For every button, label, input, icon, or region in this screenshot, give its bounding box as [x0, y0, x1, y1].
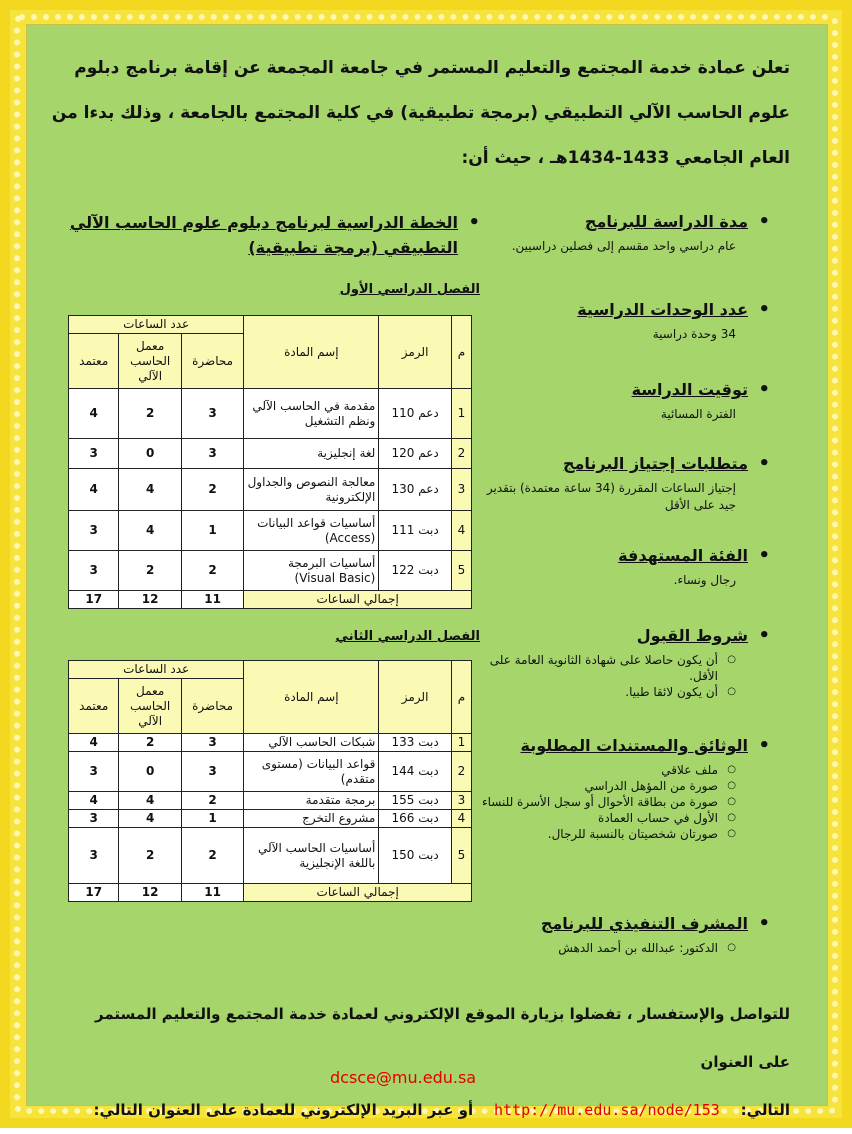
cell-lab: 2	[119, 551, 181, 591]
list-item: ○ ملف علاقي	[480, 762, 770, 778]
col-num: م	[451, 316, 471, 389]
cell-lecture: 2	[181, 828, 243, 884]
cell-lab: 4	[119, 469, 181, 511]
table-row	[69, 439, 472, 469]
cell-credit: 3	[69, 439, 119, 469]
total-label: إجمالي الساعات	[244, 591, 472, 609]
table-row	[69, 511, 472, 551]
table-row	[69, 828, 472, 884]
cell-num: 1	[451, 389, 471, 439]
cell-credit: 4	[69, 734, 119, 752]
col-name: إسم المادة	[244, 316, 379, 389]
cell-num: 4	[451, 511, 471, 551]
cell-lecture: 1	[181, 511, 243, 551]
email-link[interactable]: dcsce@mu.edu.sa	[330, 1068, 477, 1087]
contact-footer	[60, 990, 790, 1134]
footer-line1: للتواصل والإستفسار ، تفضلوا بزيارة الموقع الإلكتروني لعمادة خدمة المجتمع والتعليم المستمر على العنوان	[94, 1005, 790, 1071]
semester1-table	[68, 315, 472, 609]
total-label: إجمالي الساعات	[244, 884, 472, 902]
col-hours: عدد الساعات	[69, 661, 244, 679]
cell-num: 3	[451, 469, 471, 511]
cell-lecture: 3	[181, 734, 243, 752]
cell-lecture: 2	[181, 792, 243, 810]
list-item: ○ الدكتور: عبدالله بن أحمد الدهش	[480, 940, 770, 956]
target-title: • الفئة المستهدفة	[480, 544, 770, 568]
cell-name: مقدمة في الحاسب الآلي ونظم التشغيل	[244, 389, 379, 439]
col-credit: معتمد	[69, 334, 119, 389]
footer-line2	[60, 1086, 790, 1134]
units-text: 34 وحدة دراسية	[652, 327, 736, 341]
duration-title: • مدة الدراسة للبرنامج	[480, 210, 770, 234]
cell-lab: 0	[119, 439, 181, 469]
semester2-table	[68, 660, 472, 902]
semester1-title: الفصل الدراسي الأول	[339, 282, 480, 297]
total-credit: 17	[69, 591, 119, 609]
cell-lab: 4	[119, 511, 181, 551]
col-num: م	[451, 661, 471, 734]
table-row	[69, 752, 472, 792]
col-credit: معتمد	[69, 679, 119, 734]
units-title: • عدد الوحدات الدراسية	[480, 298, 770, 322]
total-credit: 17	[69, 884, 119, 902]
cell-credit: 3	[69, 752, 119, 792]
cell-lecture: 3	[181, 752, 243, 792]
duration-text: عام دراسي واحد مقسم إلى فصلين دراسيين.	[511, 239, 736, 253]
requirements-text: إجتياز الساعات المقررة (34 ساعة معتمدة) بتقدير جيد على الأقل	[486, 481, 736, 512]
cell-credit: 3	[69, 810, 119, 828]
cell-credit: 3	[69, 551, 119, 591]
cell-code: دبت 150	[379, 828, 452, 884]
cell-name: أساسيات البرمجة (Visual Basic)	[244, 551, 379, 591]
table-row	[69, 469, 472, 511]
cell-code: دبت 144	[379, 752, 452, 792]
program-details	[480, 210, 770, 956]
cell-credit: 4	[69, 469, 119, 511]
cell-num: 4	[451, 810, 471, 828]
cell-lab: 4	[119, 810, 181, 828]
cell-lecture: 3	[181, 439, 243, 469]
documents-title: • الوثائق والمستندات المطلوبة	[480, 734, 770, 758]
total-lecture: 11	[181, 884, 243, 902]
col-hours: عدد الساعات	[69, 316, 244, 334]
cell-lab: 0	[119, 752, 181, 792]
timing-text: الفترة المسائية	[660, 407, 736, 421]
duration-section	[480, 210, 770, 298]
cell-credit: 4	[69, 792, 119, 810]
website-link[interactable]: http://mu.edu.sa/node/153	[493, 1101, 720, 1119]
supervisor-list	[480, 940, 770, 956]
table-row	[69, 551, 472, 591]
table-row	[69, 389, 472, 439]
cell-code: دعم 130	[379, 469, 452, 511]
timing-title: • توقيت الدراسة	[480, 378, 770, 402]
timing-section	[480, 378, 770, 452]
list-item: ○ الأول في حساب العمادة	[480, 810, 770, 826]
admission-list	[480, 652, 770, 700]
admission-section	[480, 624, 770, 734]
cell-name: شبكات الحاسب الآلي	[244, 734, 379, 752]
requirements-title: • متطلبات إجتياز البرنامج	[480, 452, 770, 476]
col-lab: معمل الحاسب الآلي	[119, 334, 181, 389]
cell-lecture: 1	[181, 810, 243, 828]
cell-name: أساسيات الحاسب الآلي باللغة الإنجليزية	[244, 828, 379, 884]
cell-num: 5	[451, 551, 471, 591]
cell-num: 2	[451, 439, 471, 469]
cell-credit: 3	[69, 511, 119, 551]
cell-lab: 4	[119, 792, 181, 810]
cell-name: مشروع التخرج	[244, 810, 379, 828]
table-total-row	[69, 884, 472, 902]
cell-num: 2	[451, 752, 471, 792]
col-name: إسم المادة	[244, 661, 379, 734]
announcement-intro: تعلن عمادة خدمة المجتمع والتعليم المستمر في جامعة المجمعة عن إقامة برنامج دبلوم علوم الحاسب الآلي التطبيقي (برمجة تطبيقية) في كلية المجتمع بالجامعة ، وذلك بدءا من العام الجامعي 1433-1434هـ ، حيث أن:	[51, 58, 790, 168]
documents-list	[480, 762, 770, 842]
table-row	[69, 734, 472, 752]
cell-num: 3	[451, 792, 471, 810]
supervisor-title: • المشرف التنفيذي للبرنامج	[480, 912, 770, 936]
cell-lecture: 3	[181, 389, 243, 439]
target-text: رجال ونساء.	[673, 573, 736, 587]
cell-credit: 4	[69, 389, 119, 439]
cell-code: دبت 122	[379, 551, 452, 591]
supervisor-section	[480, 912, 770, 956]
admission-title: • شروط القبول	[480, 624, 770, 648]
cell-num: 5	[451, 828, 471, 884]
units-section	[480, 298, 770, 378]
cell-lab: 2	[119, 828, 181, 884]
col-lab: معمل الحاسب الآلي	[119, 679, 181, 734]
documents-section	[480, 734, 770, 912]
footer-line2-end: أو عبر البريد الإلكتروني للعمادة على العنوان التالي:	[93, 1101, 474, 1119]
cell-lecture: 2	[181, 551, 243, 591]
semester2-title: الفصل الدراسي الثاني	[335, 629, 480, 644]
cell-name: برمجة متقدمة	[244, 792, 379, 810]
cell-lab: 2	[119, 389, 181, 439]
cell-code: دبت 111	[379, 511, 452, 551]
cell-name: أساسيات قواعد البيانات (Access)	[244, 511, 379, 551]
col-code: الرمز	[379, 316, 452, 389]
col-lecture: محاضرة	[181, 334, 243, 389]
cell-credit: 3	[69, 828, 119, 884]
cell-name: قواعد البيانات (مستوى متقدم)	[244, 752, 379, 792]
cell-lab: 2	[119, 734, 181, 752]
table-total-row	[69, 591, 472, 609]
total-lecture: 11	[181, 591, 243, 609]
cell-name: لغة إنجليزية	[244, 439, 379, 469]
col-code: الرمز	[379, 661, 452, 734]
study-plan	[60, 210, 480, 902]
list-item: ○ صورة من المؤهل الدراسي	[480, 778, 770, 794]
cell-code: دعم 120	[379, 439, 452, 469]
cell-code: دعم 110	[379, 389, 452, 439]
cell-name: معالجة النصوص والجداول الإلكترونية	[244, 469, 379, 511]
plan-title: • الخطة الدراسية لبرنامج دبلوم علوم الحاسب الآلي التطبيقي (برمجة تطبيقية)	[60, 210, 480, 260]
list-item: ○ أن يكون لائقا طبيا.	[480, 684, 770, 700]
requirements-section	[480, 452, 770, 544]
cell-lecture: 2	[181, 469, 243, 511]
total-lab: 12	[119, 591, 181, 609]
list-item: ○ صورتان شخصيتان بالنسبة للرجال.	[480, 826, 770, 842]
cell-code: دبت 133	[379, 734, 452, 752]
total-lab: 12	[119, 884, 181, 902]
col-lecture: محاضرة	[181, 679, 243, 734]
footer-line2-start: التالي:	[740, 1101, 790, 1119]
cell-code: دبت 166	[379, 810, 452, 828]
list-item: ○ أن يكون حاصلا على شهادة الثانوية العامة على الأقل.	[480, 652, 770, 684]
list-item: ○ صورة من بطاقة الأحوال أو سجل الأسرة للنساء	[480, 794, 770, 810]
table-row	[69, 810, 472, 828]
cell-num: 1	[451, 734, 471, 752]
cell-code: دبت 155	[379, 792, 452, 810]
table-row	[69, 792, 472, 810]
target-section	[480, 544, 770, 624]
